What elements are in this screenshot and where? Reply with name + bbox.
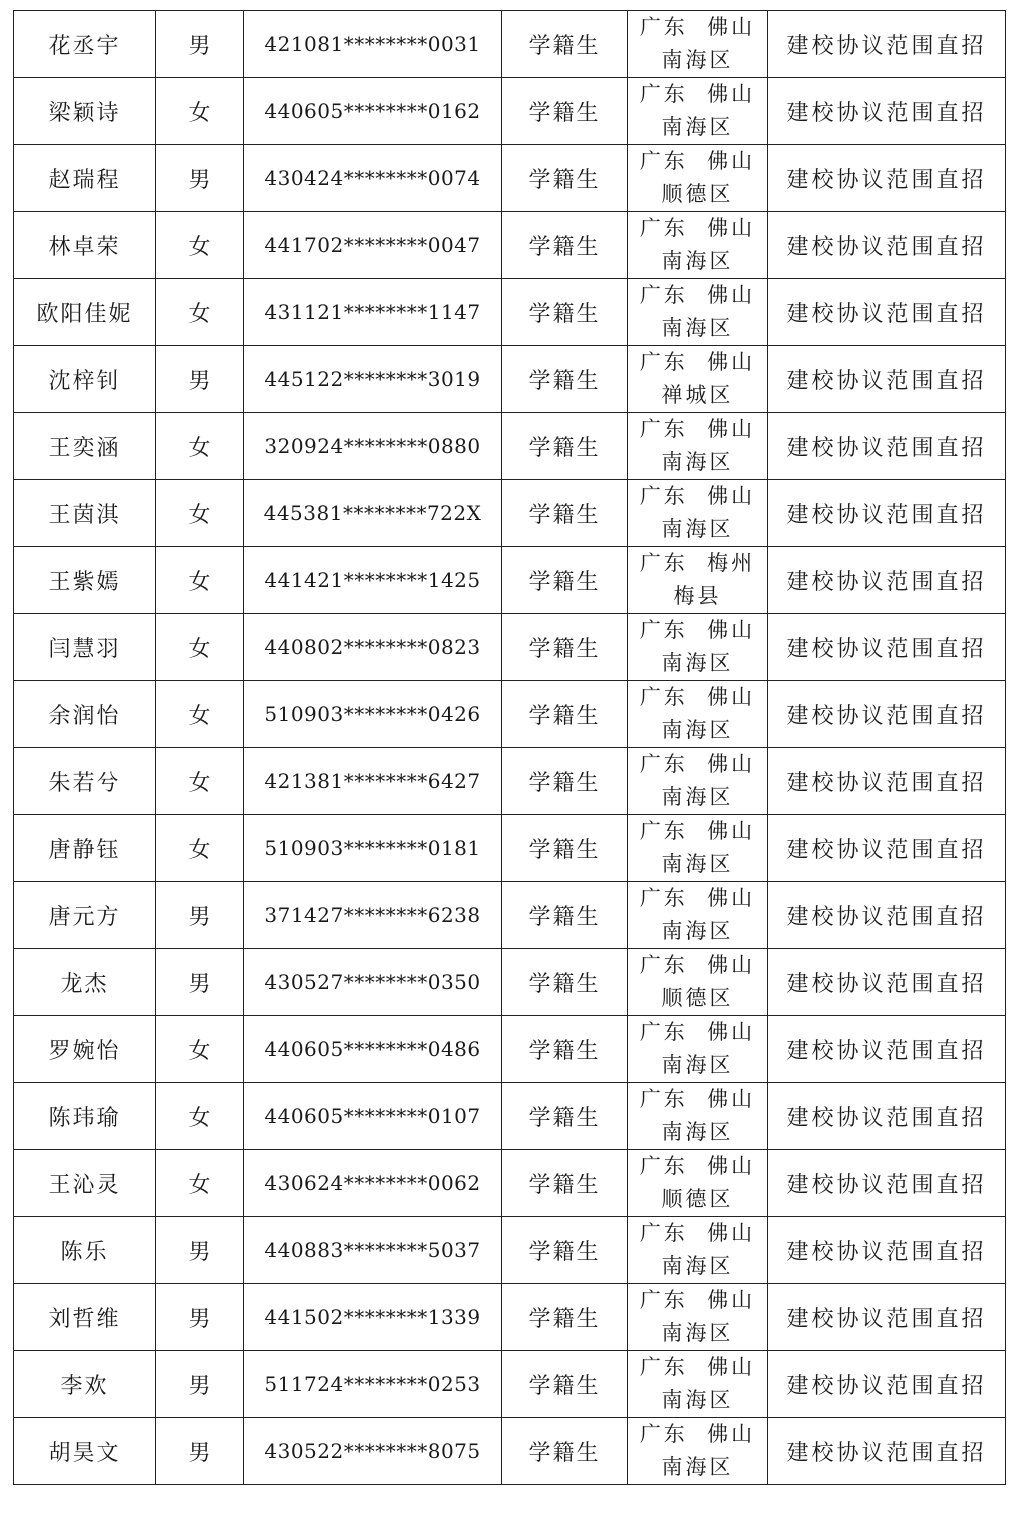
region-line-2: 南海区	[661, 1388, 734, 1412]
id-number-cell: 510903********0426	[244, 681, 502, 748]
admission-category-cell: 建校协议范围直招	[768, 145, 1006, 212]
student-name-cell: 刘哲维	[14, 1284, 156, 1351]
student-name-cell: 余润怡	[14, 681, 156, 748]
table-row	[14, 212, 1006, 279]
region-line-1: 广东 佛山	[639, 283, 756, 307]
gender-cell: 女	[156, 212, 244, 279]
enrollment-status-cell: 学籍生	[502, 1083, 628, 1150]
region-cell	[628, 815, 768, 882]
table-row	[14, 614, 1006, 681]
region-line-2: 梅县	[673, 584, 722, 608]
region-line-2: 南海区	[661, 1053, 734, 1077]
region-cell	[628, 212, 768, 279]
region-line-1: 广东 佛山	[639, 1422, 756, 1446]
enrollment-status-cell: 学籍生	[502, 815, 628, 882]
table-row	[14, 413, 1006, 480]
region-line-2: 南海区	[661, 1321, 734, 1345]
enrollment-status-cell: 学籍生	[502, 413, 628, 480]
region-line-1: 广东 佛山	[639, 417, 756, 441]
admission-category-cell: 建校协议范围直招	[768, 547, 1006, 614]
student-name-cell: 梁颖诗	[14, 78, 156, 145]
admission-category-cell: 建校协议范围直招	[768, 11, 1006, 78]
region-line-1: 广东 佛山	[639, 82, 756, 106]
gender-cell: 男	[156, 1418, 244, 1485]
student-name-cell: 李欢	[14, 1351, 156, 1418]
region-cell	[628, 145, 768, 212]
region-line-2: 南海区	[661, 115, 734, 139]
admission-category-cell: 建校协议范围直招	[768, 78, 1006, 145]
enrollment-status-cell: 学籍生	[502, 614, 628, 681]
region-line-2: 南海区	[661, 718, 734, 742]
student-name-cell: 龙杰	[14, 949, 156, 1016]
gender-cell: 女	[156, 748, 244, 815]
region-line-2: 顺德区	[661, 986, 734, 1010]
region-cell	[628, 1284, 768, 1351]
admission-category-cell: 建校协议范围直招	[768, 1083, 1006, 1150]
region-line-2: 南海区	[661, 517, 734, 541]
student-name-cell: 花丞宇	[14, 11, 156, 78]
region-line-2: 南海区	[661, 316, 734, 340]
admission-category-cell: 建校协议范围直招	[768, 1217, 1006, 1284]
enrollment-status-cell: 学籍生	[502, 681, 628, 748]
region-line-1: 广东 佛山	[639, 685, 756, 709]
id-number-cell: 421381********6427	[244, 748, 502, 815]
enrollment-status-cell: 学籍生	[502, 882, 628, 949]
admission-category-cell: 建校协议范围直招	[768, 212, 1006, 279]
region-line-1: 广东 佛山	[639, 15, 756, 39]
enrollment-status-cell: 学籍生	[502, 346, 628, 413]
admission-category-cell: 建校协议范围直招	[768, 1150, 1006, 1217]
region-line-2: 南海区	[661, 249, 734, 273]
table-row	[14, 547, 1006, 614]
region-cell	[628, 413, 768, 480]
region-cell	[628, 78, 768, 145]
gender-cell: 女	[156, 78, 244, 145]
id-number-cell: 441502********1339	[244, 1284, 502, 1351]
table-row	[14, 346, 1006, 413]
id-number-cell: 440605********0162	[244, 78, 502, 145]
gender-cell: 男	[156, 346, 244, 413]
enrollment-status-cell: 学籍生	[502, 279, 628, 346]
gender-cell: 女	[156, 1016, 244, 1083]
table-row	[14, 1150, 1006, 1217]
enrollment-status-cell: 学籍生	[502, 1418, 628, 1485]
id-number-cell: 421081********0031	[244, 11, 502, 78]
enrollment-status-cell: 学籍生	[502, 748, 628, 815]
table-row	[14, 1351, 1006, 1418]
table-row	[14, 480, 1006, 547]
id-number-cell: 430527********0350	[244, 949, 502, 1016]
region-line-2: 南海区	[661, 852, 734, 876]
region-cell	[628, 681, 768, 748]
region-line-1: 广东 佛山	[639, 618, 756, 642]
student-name-cell: 王沁灵	[14, 1150, 156, 1217]
region-line-1: 广东 佛山	[639, 216, 756, 240]
enrollment-status-cell: 学籍生	[502, 547, 628, 614]
region-cell	[628, 547, 768, 614]
region-line-1: 广东 佛山	[639, 1154, 756, 1178]
student-name-cell: 罗婉怡	[14, 1016, 156, 1083]
student-name-cell: 王奕涵	[14, 413, 156, 480]
region-line-1: 广东 佛山	[639, 1288, 756, 1312]
student-name-cell: 林卓荣	[14, 212, 156, 279]
region-cell	[628, 949, 768, 1016]
gender-cell: 男	[156, 949, 244, 1016]
id-number-cell: 441702********0047	[244, 212, 502, 279]
table-row	[14, 78, 1006, 145]
id-number-cell: 445381********722X	[244, 480, 502, 547]
region-cell	[628, 1217, 768, 1284]
enrollment-status-cell: 学籍生	[502, 480, 628, 547]
admission-category-cell: 建校协议范围直招	[768, 346, 1006, 413]
region-line-2: 禅城区	[661, 383, 734, 407]
region-line-2: 南海区	[661, 1254, 734, 1278]
enrollment-status-cell: 学籍生	[502, 1351, 628, 1418]
gender-cell: 女	[156, 547, 244, 614]
region-cell	[628, 1418, 768, 1485]
gender-cell: 女	[156, 815, 244, 882]
gender-cell: 男	[156, 145, 244, 212]
gender-cell: 女	[156, 1150, 244, 1217]
admission-category-cell: 建校协议范围直招	[768, 882, 1006, 949]
admission-category-cell: 建校协议范围直招	[768, 279, 1006, 346]
region-cell	[628, 11, 768, 78]
region-cell	[628, 614, 768, 681]
region-cell	[628, 748, 768, 815]
region-cell	[628, 1150, 768, 1217]
admission-category-cell: 建校协议范围直招	[768, 815, 1006, 882]
region-line-2: 南海区	[661, 48, 734, 72]
table-row	[14, 748, 1006, 815]
table-row	[14, 1016, 1006, 1083]
id-number-cell: 430424********0074	[244, 145, 502, 212]
admission-category-cell: 建校协议范围直招	[768, 1418, 1006, 1485]
enrollment-status-cell: 学籍生	[502, 145, 628, 212]
gender-cell: 男	[156, 1217, 244, 1284]
gender-cell: 女	[156, 279, 244, 346]
gender-cell: 女	[156, 480, 244, 547]
student-roster-table	[13, 10, 1006, 1485]
id-number-cell: 430624********0062	[244, 1150, 502, 1217]
enrollment-status-cell: 学籍生	[502, 1284, 628, 1351]
table-row	[14, 681, 1006, 748]
region-cell	[628, 882, 768, 949]
gender-cell: 女	[156, 614, 244, 681]
region-line-1: 广东 佛山	[639, 1020, 756, 1044]
gender-cell: 男	[156, 1351, 244, 1418]
gender-cell: 男	[156, 882, 244, 949]
student-name-cell: 陈乐	[14, 1217, 156, 1284]
table-row	[14, 1083, 1006, 1150]
region-line-2: 南海区	[661, 919, 734, 943]
region-line-1: 广东 佛山	[639, 752, 756, 776]
id-number-cell: 511724********0253	[244, 1351, 502, 1418]
admission-category-cell: 建校协议范围直招	[768, 1016, 1006, 1083]
gender-cell: 女	[156, 413, 244, 480]
region-line-1: 广东 佛山	[639, 350, 756, 374]
table-row	[14, 11, 1006, 78]
student-name-cell: 欧阳佳妮	[14, 279, 156, 346]
admission-category-cell: 建校协议范围直招	[768, 949, 1006, 1016]
id-number-cell: 440802********0823	[244, 614, 502, 681]
id-number-cell: 371427********6238	[244, 882, 502, 949]
table-row	[14, 145, 1006, 212]
region-line-1: 广东 佛山	[639, 1087, 756, 1111]
admission-category-cell: 建校协议范围直招	[768, 748, 1006, 815]
region-cell	[628, 1351, 768, 1418]
region-line-1: 广东 佛山	[639, 953, 756, 977]
student-name-cell: 闫慧羽	[14, 614, 156, 681]
region-cell	[628, 1083, 768, 1150]
admission-category-cell: 建校协议范围直招	[768, 614, 1006, 681]
region-line-1: 广东 佛山	[639, 1221, 756, 1245]
id-number-cell: 445122********3019	[244, 346, 502, 413]
region-line-2: 南海区	[661, 1455, 734, 1479]
student-name-cell: 朱若兮	[14, 748, 156, 815]
admission-category-cell: 建校协议范围直招	[768, 413, 1006, 480]
table-row	[14, 815, 1006, 882]
region-line-1: 广东 梅州	[639, 551, 756, 575]
student-name-cell: 王茵淇	[14, 480, 156, 547]
region-line-2: 南海区	[661, 1120, 734, 1144]
region-line-1: 广东 佛山	[639, 1355, 756, 1379]
region-cell	[628, 480, 768, 547]
id-number-cell: 431121********1147	[244, 279, 502, 346]
gender-cell: 女	[156, 681, 244, 748]
student-name-cell: 唐元方	[14, 882, 156, 949]
region-line-1: 广东 佛山	[639, 886, 756, 910]
enrollment-status-cell: 学籍生	[502, 1150, 628, 1217]
region-line-2: 顺德区	[661, 182, 734, 206]
enrollment-status-cell: 学籍生	[502, 212, 628, 279]
roster-body	[14, 11, 1006, 1485]
id-number-cell: 440883********5037	[244, 1217, 502, 1284]
gender-cell: 男	[156, 1284, 244, 1351]
admission-category-cell: 建校协议范围直招	[768, 1351, 1006, 1418]
region-cell	[628, 346, 768, 413]
id-number-cell: 430522********8075	[244, 1418, 502, 1485]
admission-category-cell: 建校协议范围直招	[768, 1284, 1006, 1351]
student-name-cell: 唐静钰	[14, 815, 156, 882]
gender-cell: 女	[156, 1083, 244, 1150]
admission-category-cell: 建校协议范围直招	[768, 681, 1006, 748]
table-row	[14, 882, 1006, 949]
table-row	[14, 1418, 1006, 1485]
region-line-1: 广东 佛山	[639, 819, 756, 843]
table-row	[14, 1217, 1006, 1284]
student-name-cell: 陈玮瑜	[14, 1083, 156, 1150]
table-row	[14, 1284, 1006, 1351]
student-name-cell: 沈梓钊	[14, 346, 156, 413]
region-line-2: 南海区	[661, 450, 734, 474]
admission-category-cell: 建校协议范围直招	[768, 480, 1006, 547]
student-name-cell: 赵瑞程	[14, 145, 156, 212]
region-line-2: 顺德区	[661, 1187, 734, 1211]
region-line-2: 南海区	[661, 785, 734, 809]
region-line-2: 南海区	[661, 651, 734, 675]
enrollment-status-cell: 学籍生	[502, 1016, 628, 1083]
gender-cell: 男	[156, 11, 244, 78]
region-cell	[628, 279, 768, 346]
enrollment-status-cell: 学籍生	[502, 1217, 628, 1284]
region-line-1: 广东 佛山	[639, 149, 756, 173]
enrollment-status-cell: 学籍生	[502, 949, 628, 1016]
student-name-cell: 王紫嫣	[14, 547, 156, 614]
enrollment-status-cell: 学籍生	[502, 78, 628, 145]
table-row	[14, 949, 1006, 1016]
table-row	[14, 279, 1006, 346]
id-number-cell: 440605********0107	[244, 1083, 502, 1150]
id-number-cell: 510903********0181	[244, 815, 502, 882]
student-name-cell: 胡昊文	[14, 1418, 156, 1485]
id-number-cell: 440605********0486	[244, 1016, 502, 1083]
id-number-cell: 441421********1425	[244, 547, 502, 614]
enrollment-status-cell: 学籍生	[502, 11, 628, 78]
region-cell	[628, 1016, 768, 1083]
region-line-1: 广东 佛山	[639, 484, 756, 508]
id-number-cell: 320924********0880	[244, 413, 502, 480]
